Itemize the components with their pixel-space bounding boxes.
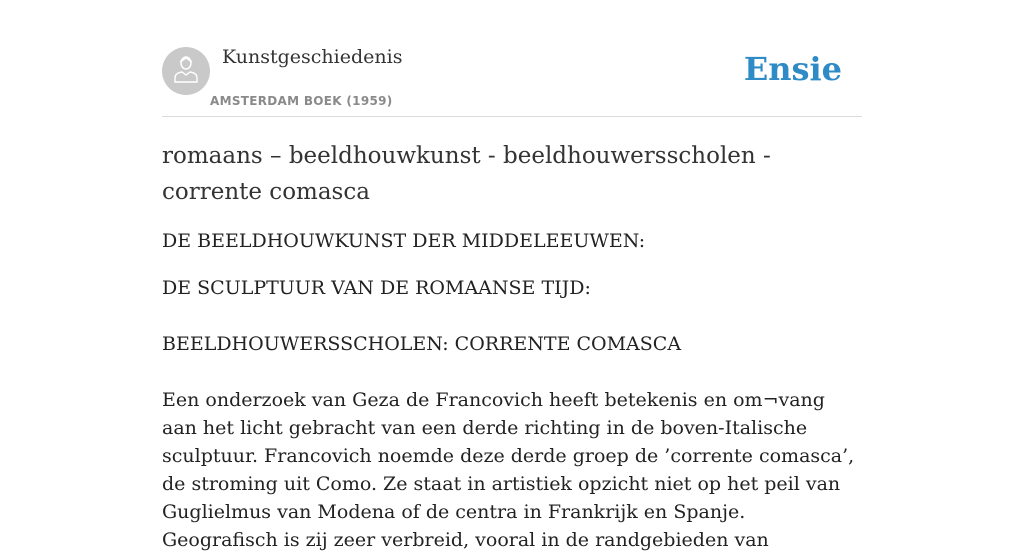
- category-link[interactable]: Kunstgeschiedenis: [222, 46, 403, 68]
- article-header: [162, 0, 862, 117]
- article-page: [162, 0, 862, 551]
- section-heading-3: BEELDHOUWERSSCHOLEN: CORRENTE COMASCA: [162, 333, 682, 355]
- section-heading-1: DE BEELDHOUWKUNST DER MIDDELEEUWEN:: [162, 230, 646, 252]
- section-heading-2: DE SCULPTUUR VAN DE ROMAANSE TIJD:: [162, 277, 591, 299]
- source-label: AMSTERDAM BOEK (1959): [210, 94, 393, 108]
- user-icon: [172, 54, 200, 88]
- avatar: [162, 47, 210, 95]
- article-title: romaans – beeldhouwkunst - beeldhouwersscholen - corrente comasca: [162, 143, 771, 205]
- ensie-logo[interactable]: Ensie: [743, 50, 842, 88]
- article-body: Een onderzoek van Geza de Francovich heeft betekenis en om¬vang aan het licht gebracht van een derde richting in de boven-Italische sculptuur. Francovich noemde deze derde groep de ’corrente comasca’, de stroming uit Como. Ze staat in artistiek opzicht niet op het peil van Guglielmus van Modena of de centra in Frankrijk en Spanje. Geografisch is zij zeer verbreid, vooral in de randgebieden van: [162, 389, 855, 551]
